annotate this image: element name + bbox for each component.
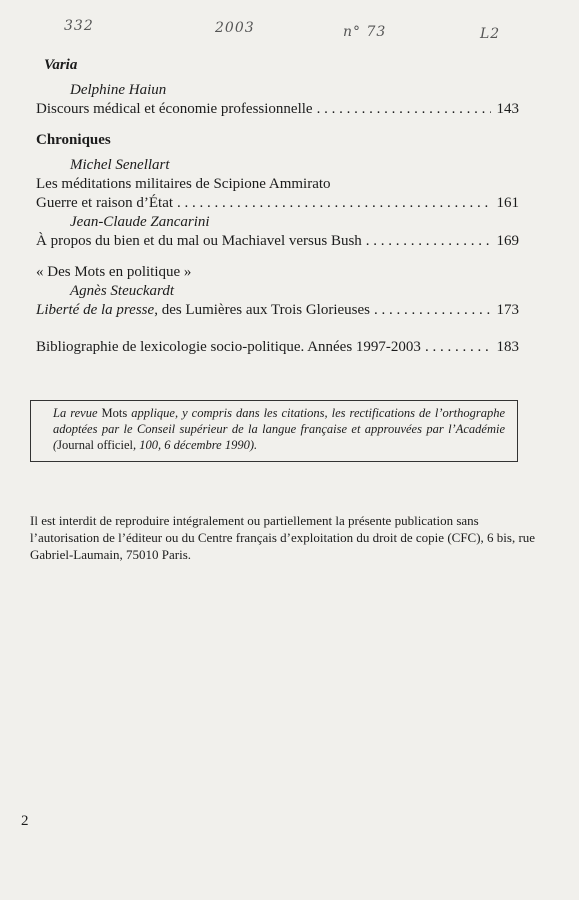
entry-title: Discours médical et économie professionnelle xyxy=(36,101,313,117)
series-heading: « Des Mots en politique » xyxy=(36,264,192,280)
toc-entry-liberte xyxy=(36,301,519,320)
entry-page-number: 169 xyxy=(496,233,519,249)
entry-title: À propos du bien et du mal ou Machiavel versus Bush xyxy=(36,233,362,249)
entry-title: Bibliographie de lexicologie socio-politique. Années 1997-2003 xyxy=(36,339,421,355)
entry-title: Liberté de la presse, des Lumières aux Trois Glorieuses xyxy=(36,302,371,318)
author-haiun: Delphine Haiun xyxy=(70,82,167,98)
copyright-notice: Il est interdit de reproduire intégralement ou partiellement la présente publication sans l’autorisation de l’éditeur ou du Centre français d’exploitation du droit de copie (CFC), 6 bis, rue Gabriel-Laumain, 75010 Paris. xyxy=(30,513,536,562)
page-number: 2 xyxy=(21,813,29,829)
entry-page-number: 161 xyxy=(496,195,519,211)
entry-page-number: 173 xyxy=(496,302,519,318)
table-of-contents xyxy=(36,56,519,357)
section-heading-varia: Varia xyxy=(44,57,78,73)
toc-entry-bibliographie xyxy=(36,338,519,357)
author-zancarini: Jean-Claude Zancarini xyxy=(70,214,210,230)
toc-entry-machiavel xyxy=(36,232,519,251)
entry-title: Guerre et raison d’État xyxy=(36,195,174,211)
dot-leader xyxy=(177,194,491,213)
handwritten-note-issue: n° 73 xyxy=(343,24,387,40)
entry-page-number: 143 xyxy=(496,101,519,117)
dot-leader xyxy=(317,100,491,119)
author-senellart: Michel Senellart xyxy=(70,157,170,173)
orthography-notice-box: La revue Mots applique, y compris dans les citations, les rectifications de l’orthographe adoptées par le Conseil supérieur de la langue française et approuvées par l’Académie (Journal officiel, 100, 6 décembre 1990). xyxy=(30,400,518,462)
author-steuckardt: Agnès Steuckardt xyxy=(70,283,174,299)
section-heading-chroniques: Chroniques xyxy=(36,132,111,148)
dot-leader xyxy=(366,232,491,251)
handwritten-note-2003: 2003 xyxy=(215,20,255,36)
entry-title-line: Les méditations militaires de Scipione Ammirato xyxy=(36,176,331,192)
dot-leader xyxy=(374,301,491,320)
toc-entry-meditations xyxy=(36,194,519,213)
entry-page-number: 183 xyxy=(496,339,519,355)
dot-leader xyxy=(425,338,491,357)
handwritten-note-332: 332 xyxy=(64,18,94,34)
toc-entry-discours xyxy=(36,100,519,119)
handwritten-note-l2: L2 xyxy=(480,26,501,42)
